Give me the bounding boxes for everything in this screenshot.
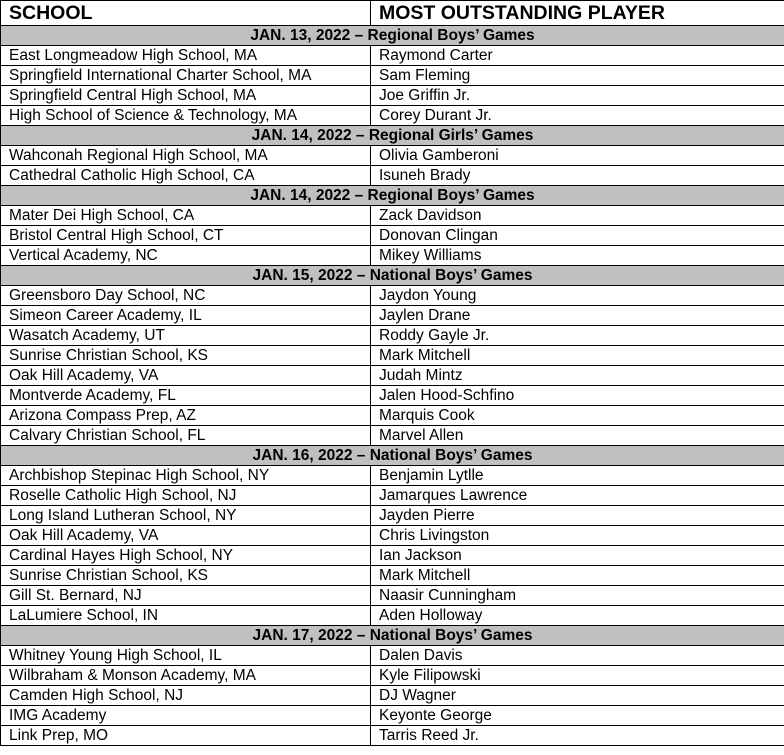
school-cell: Wilbraham & Monson Academy, MA [1,666,371,686]
table-row [1,206,784,226]
table-row [1,506,784,526]
section-title: JAN. 14, 2022 – Regional Girls’ Games [1,126,784,146]
table-row [1,366,784,386]
player-cell: Keyonte George [371,706,784,726]
player-cell: Joe Griffin Jr. [371,86,784,106]
school-cell: East Longmeadow High School, MA [1,46,371,66]
table-row [1,606,784,626]
school-cell: Link Prep, MO [1,726,371,746]
section-header-row [1,446,784,466]
player-cell: Mark Mitchell [371,566,784,586]
section-header-row [1,186,784,206]
table-row [1,406,784,426]
table-row [1,146,784,166]
school-cell: LaLumiere School, IN [1,606,371,626]
player-cell: Judah Mintz [371,366,784,386]
table-row [1,106,784,126]
player-cell: Jaydon Young [371,286,784,306]
school-cell: Greensboro Day School, NC [1,286,371,306]
player-cell: DJ Wagner [371,686,784,706]
player-cell: Olivia Gamberoni [371,146,784,166]
table-row [1,566,784,586]
section-header-row [1,126,784,146]
section-title: JAN. 15, 2022 – National Boys’ Games [1,266,784,286]
school-cell: Cathedral Catholic High School, CA [1,166,371,186]
school-cell: High School of Science & Technology, MA [1,106,371,126]
school-cell: Wasatch Academy, UT [1,326,371,346]
section-title: JAN. 17, 2022 – National Boys’ Games [1,626,784,646]
school-column-header: SCHOOL [1,1,371,26]
school-cell: Camden High School, NJ [1,686,371,706]
table-row [1,326,784,346]
player-cell: Jaylen Drane [371,306,784,326]
player-cell: Roddy Gayle Jr. [371,326,784,346]
table-row [1,386,784,406]
player-cell: Zack Davidson [371,206,784,226]
school-cell: Wahconah Regional High School, MA [1,146,371,166]
section-title: JAN. 14, 2022 – Regional Boys’ Games [1,186,784,206]
player-column-header: MOST OUTSTANDING PLAYER [371,1,784,26]
player-cell: Benjamin Lytlle [371,466,784,486]
player-cell: Corey Durant Jr. [371,106,784,126]
table-row [1,586,784,606]
table-body [1,26,784,746]
school-cell: Springfield Central High School, MA [1,86,371,106]
school-cell: Sunrise Christian School, KS [1,566,371,586]
player-cell: Jayden Pierre [371,506,784,526]
player-cell: Jalen Hood-Schfino [371,386,784,406]
section-header-row [1,26,784,46]
school-cell: Arizona Compass Prep, AZ [1,406,371,426]
player-cell: Aden Holloway [371,606,784,626]
school-cell: Springfield International Charter School, MA [1,66,371,86]
school-cell: Montverde Academy, FL [1,386,371,406]
player-cell: Donovan Clingan [371,226,784,246]
table-row [1,246,784,266]
school-cell: Roselle Catholic High School, NJ [1,486,371,506]
player-cell: Naasir Cunningham [371,586,784,606]
school-cell: Cardinal Hayes High School, NY [1,546,371,566]
section-header-row [1,626,784,646]
section-title: JAN. 16, 2022 – National Boys’ Games [1,446,784,466]
player-cell: Mikey Williams [371,246,784,266]
school-cell: Simeon Career Academy, IL [1,306,371,326]
player-cell: Kyle Filipowski [371,666,784,686]
section-title: JAN. 13, 2022 – Regional Boys’ Games [1,26,784,46]
school-cell: Calvary Christian School, FL [1,426,371,446]
player-cell: Ian Jackson [371,546,784,566]
player-cell: Mark Mitchell [371,346,784,366]
player-cell: Chris Livingston [371,526,784,546]
table-row [1,346,784,366]
table-row [1,666,784,686]
player-cell: Jamarques Lawrence [371,486,784,506]
section-header-row [1,266,784,286]
table-row [1,86,784,106]
school-cell: IMG Academy [1,706,371,726]
school-cell: Archbishop Stepinac High School, NY [1,466,371,486]
player-cell: Raymond Carter [371,46,784,66]
player-cell: Isuneh Brady [371,166,784,186]
player-cell: Tarris Reed Jr. [371,726,784,746]
school-cell: Mater Dei High School, CA [1,206,371,226]
table-row [1,686,784,706]
school-cell: Whitney Young High School, IL [1,646,371,666]
school-cell: Sunrise Christian School, KS [1,346,371,366]
header-row [1,1,784,26]
table-row [1,486,784,506]
school-cell: Vertical Academy, NC [1,246,371,266]
table-row [1,166,784,186]
school-cell: Long Island Lutheran School, NY [1,506,371,526]
table-row [1,546,784,566]
player-cell: Dalen Davis [371,646,784,666]
table-row [1,526,784,546]
player-cell: Marquis Cook [371,406,784,426]
school-cell: Gill St. Bernard, NJ [1,586,371,606]
table-row [1,46,784,66]
player-cell: Marvel Allen [371,426,784,446]
table-row [1,726,784,746]
table-row [1,66,784,86]
table-row [1,426,784,446]
table-row [1,706,784,726]
table-row [1,466,784,486]
table-row [1,286,784,306]
table-row [1,226,784,246]
table-row [1,306,784,326]
school-cell: Oak Hill Academy, VA [1,526,371,546]
player-cell: Sam Fleming [371,66,784,86]
table-row [1,646,784,666]
school-cell: Oak Hill Academy, VA [1,366,371,386]
school-cell: Bristol Central High School, CT [1,226,371,246]
